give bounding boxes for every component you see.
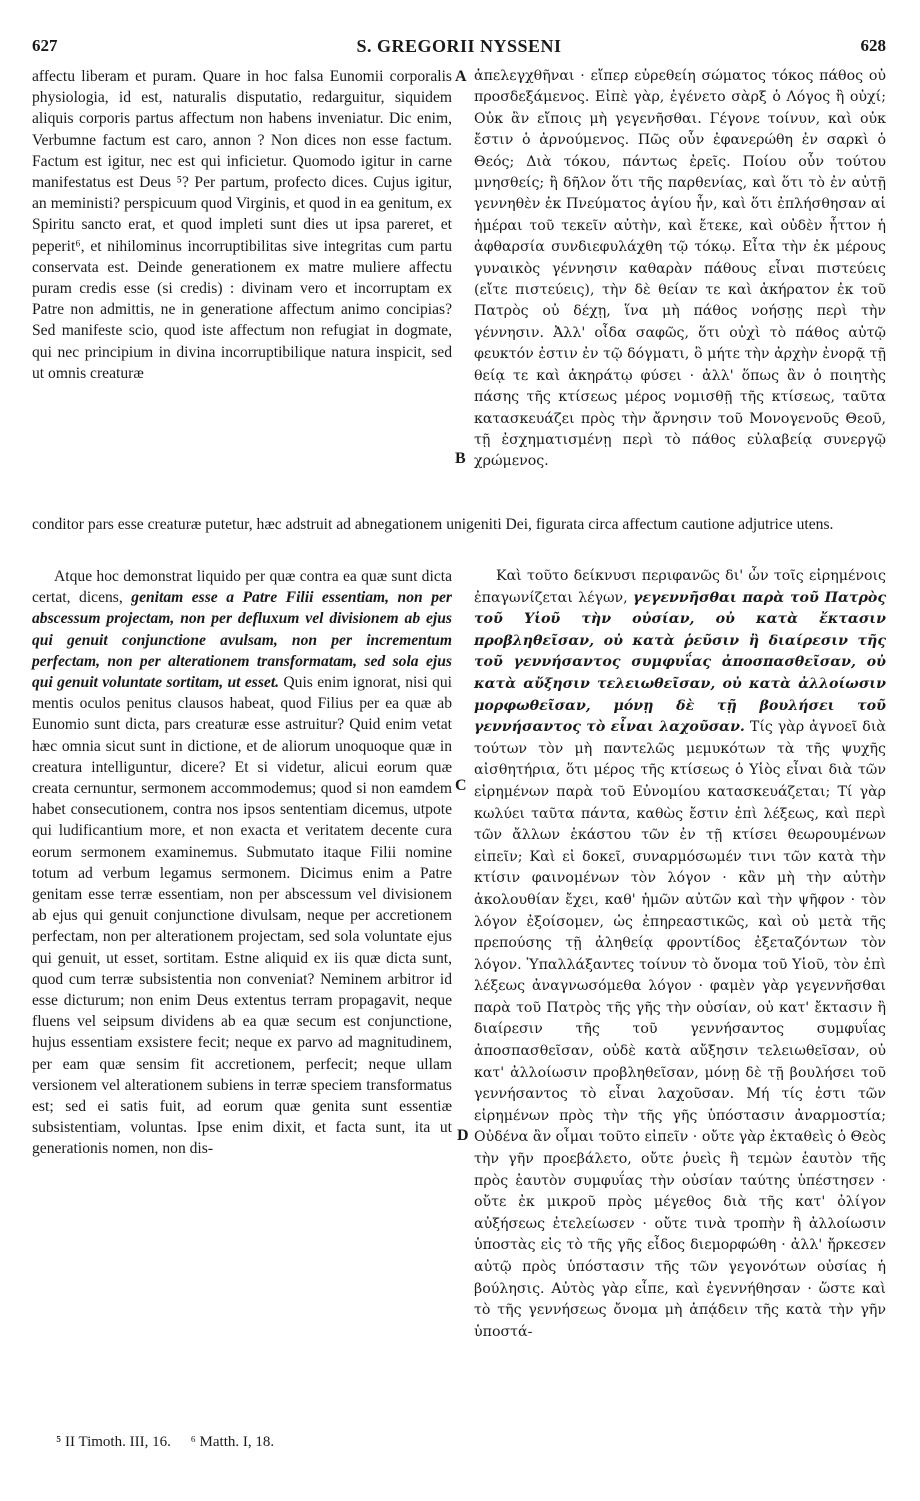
margin-marker-a: A	[455, 68, 467, 85]
greek-column-bottom	[474, 566, 886, 1343]
greek-paragraph-2-rest: Τίς γὰρ ἀγνοεῖ διὰ τούτων τὸν μὴ παντελῶς μεμυκότων τὰ τῆς ψυχῆς αἰσθητήρια, ὅτι μέρος τῆς κτίσεως ὁ Υἱὸς εἶναι διὰ τῶν εἰρημένων παρὰ τοῦ Εὐνομίου κατασκευάζεται; Τί γὰρ κωλύει ταῦτα πάντα, καθὼς ἔστιν ἐπὶ λέξεως, καὶ περὶ τῶν ἄλλων ἑκάστου τῶν ἐν τῇ κτίσει θεωρουμένων εἰπεῖν; Καὶ εἰ δοκεῖ, συναρμόσωμέν τινι τῶν κατὰ τὴν κτίσιν φαινομένων τὸν λόγον · κἂν μὴ τὴν αὐτὴν ἀκολουθίαν ἔχει, καθ' ἡμῶν αὐτῶν καὶ τὴν ψῆφον · τὸν λόγον ἐξοίσομεν, ὡς ἐπηρεαστικῶς, καὶ οὐ μετὰ τῆς πρεπούσης τῇ ἀληθείᾳ φροντίδος ἐξεταζόντων τὸν λόγον. Ὑπαλλάξαντες τοίνυν τὸ ὄνομα τοῦ Υἱοῦ, τὸν ἐπὶ λέξεως ἀναγνωσόμεθα λόγον · φαμὲν γὰρ γεγεννῆσθαι παρὰ τοῦ Πατρὸς τῆς γῆς τὴν οὐσίαν, οὐ κατ' ἔκτασιν ἢ διαίρεσιν τῆς τοῦ γεννήσαντος συμφυΐας ἀποσπασθεῖσαν, οὐδὲ κατὰ αὔξησιν τελειωθεῖσαν, οὐ κατ' ἀλλοίωσιν προβληθεῖσαν, μόνῃ δὲ τῇ βουλήσει τοῦ γεννήσαντος τὸ εἶναι λαχοῦσαν. Μή τίς ἐστι τῶν εἰρημένων πρὸς τὴν τῆς γῆς ὑπόστασιν ἀναρμοστία; Οὐδένα ἂν οἶμαι τοῦτο εἰπεῖν · οὔτε γὰρ ἐκταθεὶς ὁ Θεὸς τὴν γῆν προεβάλετο, οὔτε ῥυεὶς ἢ τεμὼν ἑαυτὸν τῆς πρὸς ἑαυτὸν συμφυΐας τὴν οὐσίαν ταύτης ὑπέστησεν · οὔτε ἐκ μικροῦ πρὸς μέγεθος διὰ τῆς κατ' ὀλίγον αὐξήσεως ἐτελείωσεν · οὔτε τινὰ τροπὴν ἢ ἀλλοίωσιν ὑποστὰς εἰς τὸ τῆς γῆς εἶδος διεμορφώθη · ἀλλ' ἤρκεσεν αὐτῷ πρὸς ὑπόστασιν τῆς τῶν γεγονότων οὐσίας ἡ βούλησις. Αὐτὸς γὰρ εἶπε, καὶ ἐγεννήθησαν · ὥστε καὶ τὸ τῆς γεννήσεως ὄνομα μὴ ἀπᾴδειν τῆς κατὰ τὴν γῆν ὑποστά-	[474, 719, 886, 1340]
latin-spanning-line	[32, 514, 888, 535]
greek-paragraph-2	[474, 566, 886, 1343]
latin-paragraph-2-start: Atque hoc demonstrat liquido per quæ contra ea quæ sunt dicta certat, dicens,	[32, 568, 452, 607]
left-page-number: 627	[32, 36, 58, 55]
right-page-number: 628	[860, 36, 886, 55]
latin-spanning-text: conditor pars esse creaturæ putetur, hæc adstruit ad abnegationem unigeniti Dei, figurata circa affectum cautione adjutrice utens.	[32, 516, 834, 533]
latin-paragraph-2-rest: Quis enim ignorat, nisi qui mentis oculos penitus clausos habeat, quod Filius per ea quæ ab Eunomio sunt dicta, pars creaturæ esse astruitur? Quid enim vetat hæc omnia sicut sunt in dictione, et de aliorum unoquoque quæ in creatura intelliguntur, dicere? Et si videtur, alicui eorum quæ creata cernuntur, sermonem accommodemus; quod si non eamdem habet consecutionem, contra nos ipsos sententiam dicemus, utpote qui ludificantium more, et non exacta et veritatem decente cura eorum sermonem examinemus. Submutato itaque Filii nomine totum ad verbum legamus sermonem. Dicimus enim a Patre genitam esse terræ essentiam, non per abscessum vel divisionem ab ejus qui genuit conjunctione divulsam, neque per accretionem perfectam, non per alterationem projectam, sed sola voluntate ejus qui genuit, ut esset, sortitam. Estne aliquid ex iis quæ dicta sunt, quod cum terræ subsistentia non conveniat? Neminem arbitror id esse dicturum; non enim Deus extentus terram propagavit, neque fluens vel seipsum dividens ab ea quæ secum est conjunctione, hujus essentiam exsistere fecit; neque ex parvo ad magnitudinem, per eam quæ sensim fit accretionem, perfecit; neque ullam versionem vel alterationem subiens in terræ speciem transformatus est; sed ei satis fuit, ad eorum quæ genita sunt essentiæ subsistentiam, voluntas. Ipse enim dixit, et facta sunt, ita ut generationis nomen, non dis-	[32, 674, 452, 1158]
latin-paragraph-1: affectu liberam et puram. Quare in hoc falsa Eunomii corporalis physiologia, id est, naturalis disputatio, redarguitur, siquidem aliquis corporis partus affectum non habens inveniatur. Dic enim, Verbumne factum est caro, annon ? Non dices non esse factum. Factum est igitur, nec est qui inficietur. Quomodo igitur in carne manifestatus est Deus ⁵? Per partum, profecto dices. Cujus igitur, an meministi? perspicuum quod Virginis, et quod in ea genitum, ex Spiritu sancto erat, et quod impleti sunt dies ut ipsa pareret, et peperit⁶, et nihilominus incorruptibilitas sive integritas cum partu conservata est. Deinde generationem ex matre muliere affectu puram credis esse (si credis) : divinam vero et incorruptam ex Patre non admittis, ne in generatione affectum animo concipias? Sed manifeste scio, quod iste affectum non refugiat in dogmate, qui nec principium in divina incorruptibilique natura inspicit, sed ut omnis creaturæ	[32, 68, 452, 382]
footnote-6: ⁶ Matth. I, 18.	[190, 1434, 275, 1450]
latin-column-bottom	[32, 566, 452, 1160]
greek-paragraph-2-quote: γεγεννῆσθαι παρὰ τοῦ Πατρὸς τοῦ Υἱοῦ τὴν οὐσίαν, οὐ κατὰ ἔκτασιν προβληθεῖσαν, οὐ κατὰ ῥεῦσιν ἢ διαίρεσιν τῆς τοῦ γεννήσαντος συμφυΐας ἀποσπασθεῖσαν, οὐ κατὰ αὔξησιν τελειωθεῖσαν, οὐ κατὰ ἀλλοίωσιν μορφωθεῖσαν, μόνῃ δὲ τῇ βουλήσει τοῦ γεννήσαντος τὸ εἶναι λαχοῦσαν.	[474, 589, 886, 736]
latin-paragraph-2	[32, 566, 452, 1160]
running-header	[32, 36, 886, 60]
margin-marker-d: D	[457, 1127, 469, 1144]
margin-marker-c: C	[455, 777, 467, 794]
greek-column-top	[474, 66, 886, 473]
latin-paragraph-2-quote: genitam esse a Patre Filii essentiam, non per abscessum projectam, non per defluxum vel divisionem ab ejus qui genuit conjunctione avulsam, non per incrementum perfectam, non per alterationem transformatam, sed sola ejus qui genuit voluntate sortitam, ut esset.	[32, 589, 452, 692]
latin-column-top	[32, 66, 452, 384]
margin-marker-b: B	[455, 450, 466, 467]
greek-paragraph-1: ἀπελεγχθῆναι · εἴπερ εὑρεθείη σώματος τόκος πάθος οὐ προσδεξάμενος. Εἰπὲ γὰρ, ἐγένετο σὰρξ ὁ Λόγος ἢ οὐχί; Οὐκ ἂν εἴποις μὴ γεγενῆσθαι. Γέγονε τοίνυν, καὶ οὐκ ἔστιν ὁ ἀρνούμενος. Πῶς οὖν ἐφανερώθη ἐν σαρκὶ ὁ Θεός; Διὰ τόκου, πάντως ἐρεῖς. Ποίου οὖν τούτου μνησθείς; ἢ δῆλον ὅτι τῆς παρθενίας, καὶ ὅτι τὸ ἐν αὐτῇ γεννηθὲν ἐκ Πνεύματος ἁγίου ἦν, καὶ ὅτι ἐπλήσθησαν αἱ ἡμέραι τοῦ τεκεῖν αὐτὴν, καὶ ἔτεκε, καὶ οὐδὲν ἧττον ἡ ἀφθαρσία συνδιεφυλάχθη τῷ τόκῳ. Εἶτα τὴν ἐκ μέρους γυναικὸς γέννησιν καθαρὰν πάθους εἶναι πιστεύεις (εἴτε πιστεύεις), τὴν δὲ θείαν τε καὶ ἀκήρατον ἐκ τοῦ Πατρὸς οὐ δέχῃ, ἵνα μὴ πάθος νοήσῃς περὶ τὴν γέννησιν. Ἀλλ' οἶδα σαφῶς, ὅτι οὐχὶ τὸ πάθος αὐτῷ φευκτόν ἐστιν ἐν τῷ δόγματι, ὃ μήτε τὴν ἀρχὴν ἐνορᾷ τῇ θείᾳ τε καὶ ἀκηράτῳ φύσει · ἀλλ' ὅπως ἂν ὁ ποιητὴς πάσης τῆς κτίσεως μέρος νομισθῇ τῆς κτίσεως, ταῦτα κατασκευάζει πρὸς τὴν ἄρνησιν τοῦ Μονογενοῦς Θεοῦ, τῇ ἐσχηματισμένῃ περὶ τὸ πάθος εὐλαβείᾳ συνεργῷ χρώμενος.	[474, 68, 886, 470]
footnotes	[56, 1434, 290, 1451]
greek-paragraph-2-start: Καὶ τοῦτο δείκνυσι περιφανῶς δι' ὧν τοῖς εἰρημένοις ἐπαγωνίζεται λέγων,	[474, 568, 886, 606]
running-title: S. GREGORII NYSSENI	[356, 36, 562, 56]
footnote-5: ⁵ II Timoth. III, 16.	[56, 1434, 171, 1450]
